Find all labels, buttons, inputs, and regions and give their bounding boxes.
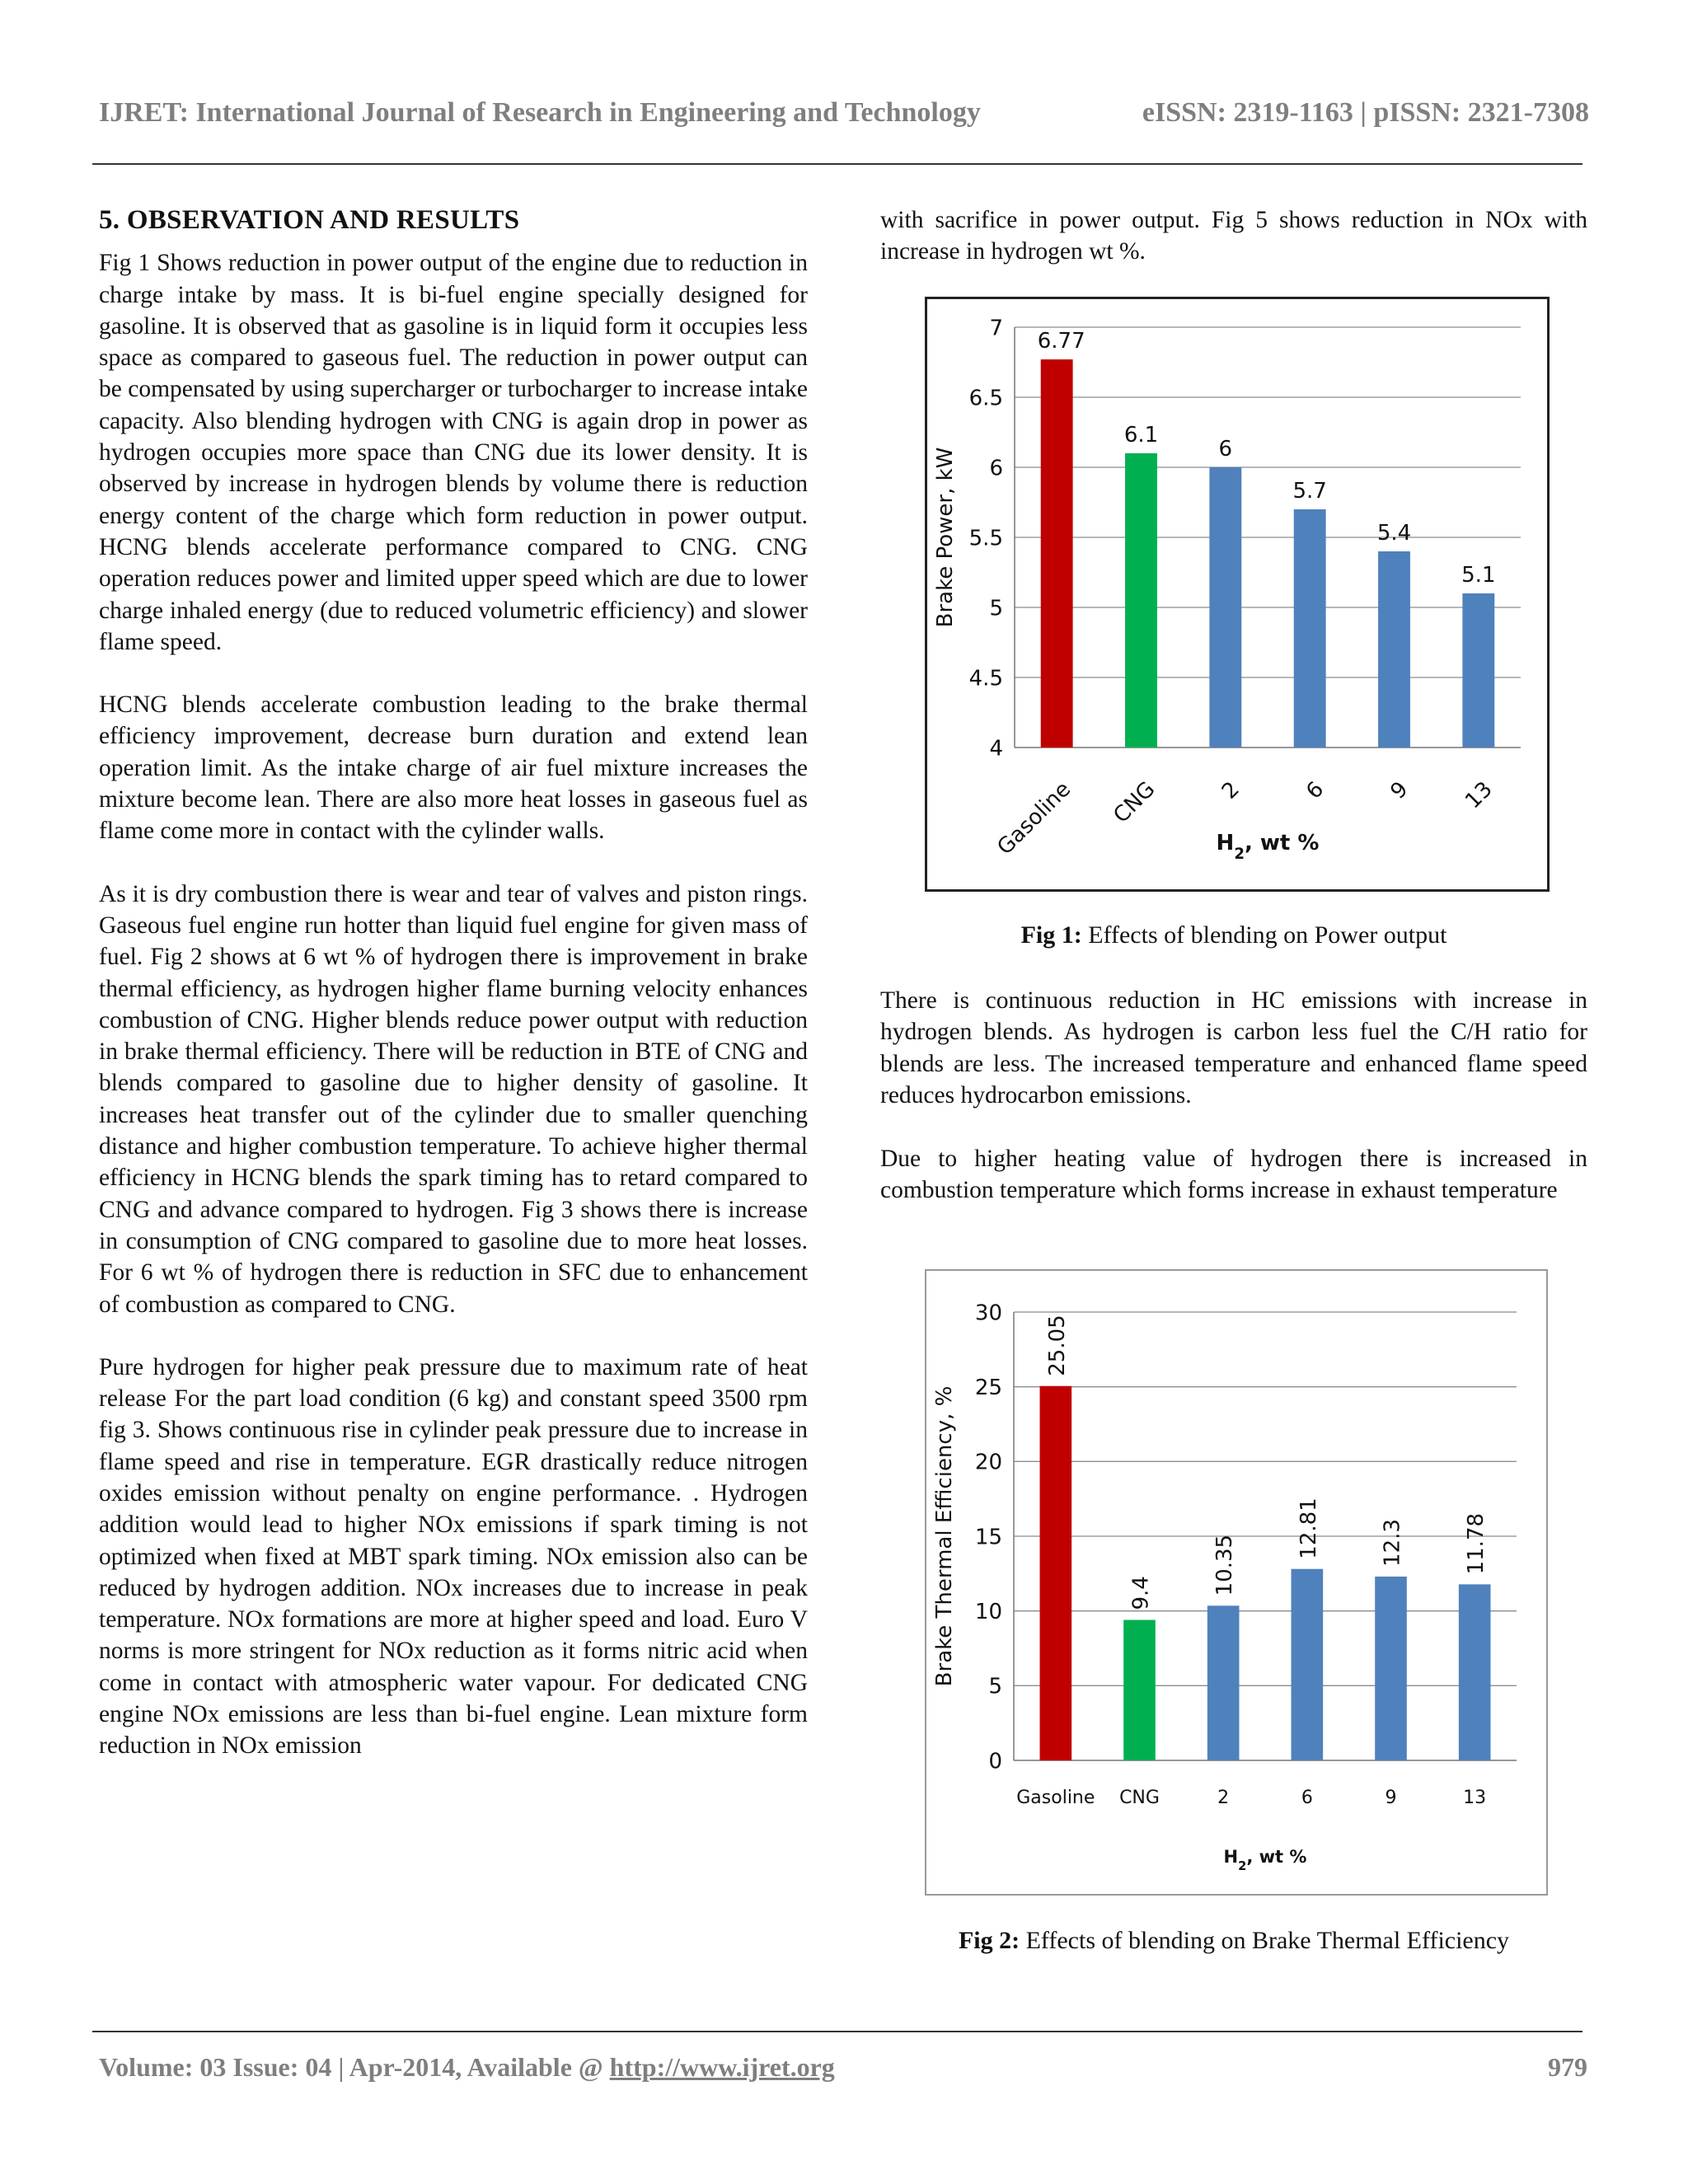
page-number: 979: [1548, 2052, 1587, 2082]
x-tick-label: 2: [1217, 1788, 1230, 1808]
y-tick-label: 15: [974, 1525, 1002, 1550]
x-tick-label: 6: [1301, 776, 1329, 804]
data-label: 9.4: [1128, 1576, 1154, 1610]
bar: [1125, 453, 1157, 748]
figure-2-label: Fig 2:: [958, 1927, 1020, 1954]
x-tick-label: Gasoline: [992, 776, 1076, 860]
x-tick-label: 9: [1386, 776, 1414, 804]
figure-2-caption: [880, 1927, 1587, 1955]
issn-info: eISSN: 2319-1163 | pISSN: 2321-7308: [1142, 97, 1589, 128]
x-tick-label: 2: [1217, 776, 1245, 804]
y-axis-title: Brake Power, kW: [933, 447, 958, 628]
bar: [1207, 1605, 1240, 1760]
journal-title: IJRET: International Journal of Research in Engineering and Technology: [99, 97, 981, 128]
figure-1-caption: [880, 921, 1587, 949]
data-label: 6.77: [1037, 329, 1085, 354]
power-output-chart: [927, 299, 1547, 889]
y-tick-label: 4.5: [968, 666, 1003, 691]
x-tick-label: 6: [1301, 1788, 1313, 1808]
x-tick-label: CNG: [1119, 1788, 1160, 1808]
y-axis-title: Brake Thermal Efficiency, %: [932, 1385, 957, 1687]
paragraph: As it is dry combustion there is wear and tear of valves and piston rings. Gaseous fuel engine run hotter than liquid fuel engine for given mass of fuel. Fig 2 shows at 6 wt % of hydrogen there is improvement in brake thermal efficiency, as hydrogen higher flame burning velocity enhances combustion of CNG. Higher blends reduce power output with reduction in brake thermal efficiency. There will be reduction in BTE of CNG and blends compared to gasoline due to higher density of gasoline. It increases heat transfer out of the cylinder due to smaller quenching distance and higher combustion temperature. To achieve higher thermal efficiency in HCNG blends the spark timing has to retard compared to CNG and advance compared to hydrogen. Fig 3 shows there is increase in consumption of CNG compared to gasoline due to more heat losses. For 6 wt % of hydrogen there is reduction in SFC due to enhancement of combustion as compared to CNG.: [99, 880, 808, 1318]
x-tick-label: 13: [1463, 1788, 1487, 1808]
thermal-efficiency-chart: [926, 1271, 1546, 1894]
y-tick-label: 5.5: [968, 526, 1003, 551]
paragraph: Pure hydrogen for higher peak pressure due to maximum rate of heat release For the part load condition (6 kg) and constant speed 3500 rpm fig 3. Shows continuous rise in cylinder peak pressure due to increase in flame speed and rise in temperature. EGR drastically reduce nitrogen oxides emission without penalty on engine performance. . Hydrogen addition would lead to higher NOx emissions if spark timing is not optimized when fixed at MBT spark timing. NOx emission also can be reduced by hydrogen addition. NOx increases due to increase in peak temperature. NOx formations are more at higher speed and load. Euro V norms is more stringent for NOx reduction as it forms nitric acid when come in contact with atmospheric water vapour. For dedicated CNG engine NOx emissions are less than bi-fuel engine. Lean mixture form reduction in NOx emission: [99, 1353, 808, 1760]
bar: [1375, 1577, 1407, 1760]
paragraph: HCNG blends accelerate combustion leading to the brake thermal efficiency improvement, decrease burn duration and extend lean operation limit. As the intake charge of air fuel mixture increases the mixture become lean. There are also more heat losses in gaseous fuel as flame come more in contact with the cylinder walls.: [99, 691, 808, 845]
data-label: 11.78: [1464, 1512, 1489, 1575]
y-tick-label: 25: [974, 1376, 1002, 1401]
paragraph: Fig 1 Shows reduction in power output of the engine due to reduction in charge intake by mass. It is bi-fuel engine specially designed for gasoline. It is observed that as gasoline is in liquid form it occupies less space as compared to gaseous fuel. The reduction in power output can be compensated by using supercharger or turbocharger to increase intake capacity. Also blending hydrogen with CNG is again drop in power as hydrogen occupies more space than CNG due its lower density. It is observed by increase in hydrogen blends by volume there is reduction energy content of the charge which form reduction in power output. HCNG blends accelerate performance compared to CNG. CNG operation reduces power and limited upper speed which are due to lower charge inhaled energy (due to reduced volumetric efficiency) and slower flame speed.: [99, 250, 808, 655]
y-tick-label: 7: [989, 316, 1003, 341]
x-tick-label: 13: [1461, 776, 1498, 814]
footer-rule: [92, 2031, 1582, 2032]
data-label: 5.4: [1376, 521, 1412, 546]
y-tick-label: 10: [974, 1600, 1002, 1625]
figure-1-caption-text: Effects of blending on Power output: [1081, 921, 1447, 949]
x-tick-label: 9: [1385, 1788, 1397, 1808]
y-tick-label: 5: [989, 596, 1003, 621]
bar: [1040, 1386, 1072, 1760]
journal-link[interactable]: http://www.ijret.org: [609, 2052, 835, 2082]
figure-1-label: Fig 1:: [1020, 921, 1082, 949]
bar: [1292, 1569, 1324, 1760]
bar: [1378, 551, 1410, 748]
data-label: 10.35: [1212, 1534, 1238, 1596]
data-label: 12.81: [1296, 1497, 1321, 1559]
bar: [1209, 467, 1241, 748]
data-label: 6.1: [1123, 423, 1159, 448]
y-tick-label: 5: [988, 1674, 1002, 1699]
footer-volume: [99, 2052, 835, 2083]
bar: [1294, 509, 1326, 748]
y-tick-label: 20: [974, 1450, 1002, 1475]
data-label: 12.3: [1380, 1519, 1405, 1567]
bar: [1462, 593, 1494, 748]
section-title: 5. OBSERVATION AND RESULTS: [99, 205, 520, 235]
data-label: 6: [1218, 437, 1233, 462]
y-tick-label: 6: [989, 456, 1003, 481]
bar: [1123, 1620, 1156, 1760]
data-label: 5.7: [1292, 479, 1327, 504]
x-tick-label: Gasoline: [1016, 1788, 1095, 1808]
data-label: 5.1: [1461, 563, 1496, 588]
figure-2-chart: [925, 1269, 1548, 1896]
header-rule: [92, 163, 1582, 165]
paragraph: Due to higher heating value of hydrogen there is increased in combustion temperature which forms increase in exhaust temperature: [880, 1146, 1587, 1204]
figure-2-caption-text: Effects of blending on Brake Thermal Efficiency: [1020, 1927, 1510, 1954]
figure-1-chart: [925, 297, 1550, 892]
data-label: 25.05: [1044, 1315, 1070, 1376]
footer-volume-text: Volume: 03 Issue: 04 | Apr-2014, Available @: [99, 2052, 610, 2082]
y-tick-label: 0: [988, 1749, 1002, 1774]
x-axis-title: $H_2$, wt %: [1216, 831, 1320, 863]
left-column: [99, 204, 808, 1793]
paragraph: with sacrifice in power output. Fig 5 shows reduction in NOx with increase in hydrogen wt %.: [880, 207, 1587, 265]
bar: [1459, 1584, 1491, 1760]
x-axis-title: $H_2$, wt %: [1223, 1847, 1307, 1873]
y-tick-label: 30: [974, 1301, 1002, 1326]
y-tick-label: 4: [989, 736, 1003, 762]
x-tick-label: CNG: [1109, 776, 1160, 828]
y-tick-label: 6.5: [968, 386, 1003, 411]
bar: [1041, 359, 1073, 748]
paragraph: There is continuous reduction in HC emissions with increase in hydrogen blends. As hydrogen is carbon less fuel the C/H ratio for blends are less. The increased temperature and enhanced flame speed reduces hydrocarbon emissions.: [880, 987, 1587, 1108]
